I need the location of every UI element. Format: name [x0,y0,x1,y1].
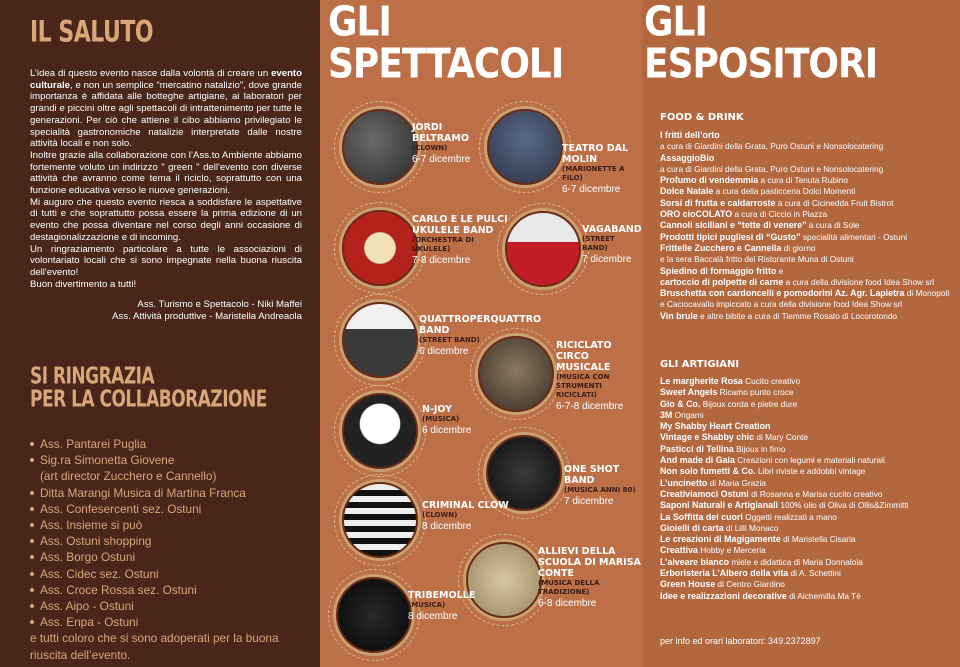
event-teatro-dal-molin [562,143,642,196]
espositori-column [642,0,960,667]
list-item: Le creazioni di Magigamente di Maristella Cisaria [660,534,856,545]
event-genre: (ORCHESTRA DI UKULELE) [412,236,474,253]
ringrazia-title: SI RINGRAZIA PER LA COLLABORAZIONE [30,363,267,414]
event-name: VAGABAND [582,224,642,235]
event-date: 6-7 dicembre [562,184,621,195]
list-item: Dolce Natale a cura della pasticceria Dolci Momenti [660,186,856,197]
signature-1: Ass. Turismo e Spettacolo - Niki Maffei [137,299,302,311]
event-allievi-marisa-conte [538,546,642,610]
list-item: ORO cioCOLATO a cura di Ciccio in Piazza [660,209,828,220]
spettacoli-title: GLI SPETTACOLI [328,0,564,88]
list-item: Ditta Marangi Musica di Martina Franca [30,485,314,501]
list-item: Ass. Croce Rossa sez. Ostuni [30,582,314,598]
event-one-shot-band [564,464,642,508]
list-item: Ass. Enpa - Ostuni [30,614,314,630]
saluto-paragraph-2: Inoltre grazie alla collaborazione con l’Ass.to Ambiente abbiamo fortemente voluto un indirizzo " green " dell'evento con diverse attività che avranno come tema il riciclo, soprattutto con una funzione educativa verso le nuove generazioni. [30,149,302,197]
list-item: Pasticci di Tellina Bijoux in fimo [660,443,786,454]
list-item: L’alveare bianco miele e didattica di Maria Donnaloia [660,556,863,567]
list-item: 3M Origami [660,409,704,420]
saluto-column [0,0,320,667]
ringrazia-closing-1: e tutti coloro che si sono adoperati per la buona [30,631,279,646]
event-date: 6 dicembre [419,346,469,357]
event-genre: (MUSICA ANNI 80) [564,486,636,494]
info-line: per info ed orari laboratori: 349.2372897 [660,636,821,646]
artigiani-title: GLI ARTIGIANI [660,359,740,370]
list-item: Vin brule e altre bibite a cura di Tiemme Rosato di Locorotondo [660,310,898,321]
list-item: Ass. Aipo - Ostuni [30,598,314,614]
list-item: Green House di Centro Giardino [660,579,785,590]
event-vagaband [582,224,642,266]
event-date: 7 dicembre [564,496,614,507]
event-photo [336,577,412,653]
event-genre: (CLOWN) [412,144,448,152]
event-genre: (CLOWN) [422,511,458,519]
saluto-text [30,68,302,323]
event-genre: (MARIONETTE A FILO) [562,165,625,182]
event-genre: (STREET BAND) [419,336,480,344]
event-date: 6-7-8 dicembre [556,401,624,412]
event-name: ONE SHOT BAND [564,464,620,486]
list-item: e la sera Baccalà fritto del Ristorante Muna di Ostuni [660,254,854,265]
event-genre: (STREET BAND) [582,235,615,252]
event-riciclato-circo [556,340,642,413]
list-item: Ass. Borgo Ostuni [30,549,314,565]
event-name: N-JOY [422,404,453,415]
list-item: Ass. Insieme si può [30,517,314,533]
event-name: TEATRO DAL MOLIN [562,143,629,165]
event-date: 6 dicembre [422,425,472,436]
event-photo [478,336,554,412]
list-item: Gio & Co. Bijoux corda e pietre dure [660,398,798,409]
list-item: a cura di Giardini della Grata, Puro Ostuni e Nonsolocatering [660,163,884,174]
event-name: JORDI BELTRAMO [412,122,469,144]
event-name: RICICLATO CIRCO MUSICALE [556,340,612,373]
saluto-title: IL SALUTO [30,16,154,50]
list-item: Profumo di vendemmia a cura di Tenuta Rubino [660,175,848,186]
event-genre: (MUSICA CON STRUMENTI RICICLATI) [556,373,610,399]
list-item: Saponi Naturali e Artigianali 100% olio di Oliva di Ollis&Zimmitti [660,500,909,511]
event-photo [342,210,418,286]
list-item: Le margherite Rosa Cucito creativo [660,376,801,386]
list-item: La Soffitta dei cuori Oggetti realizzati a mano [660,511,837,522]
list-item: cartoccio di polpette di carne a cura della divisione food Idea Show srl [660,276,935,287]
event-tribemolle [408,590,488,623]
event-genre: (MUSICA DELLA TRADIZIONE) [538,579,600,596]
event-genre: (MUSICA) [422,415,460,423]
event-name: TRIBEMOLLE [408,590,476,601]
event-date: 7-8 dicembre [412,255,471,266]
list-item: Creattiva Hobby e Merceria [660,545,766,556]
list-item: Cannoli siciliani e “tette di venere” a cura di Sole [660,220,860,231]
list-item: Vintage e Shabby chic di Mary Conte [660,432,808,443]
list-item: a cura di Giardini della Grata, Puro Ostuni e Nonsolocatering [660,141,884,152]
event-name: ALLIEVI DELLA SCUOLA DI MARISA CONTE [538,546,641,579]
list-item: My Shabby Heart Creation [660,421,771,432]
food-title: FOOD & DRINK [660,112,744,123]
event-date: 6-7 dicembre [412,154,471,165]
list-item: Ass. Pantarei Puglia [30,436,314,452]
event-name: CRIMINAL CLOW [422,500,509,511]
list-item: Spiedino di formaggio fritto e [660,265,784,276]
list-item: Erboristeria L’Albero della vita di A. Schettini [660,568,841,579]
event-photo [342,393,418,469]
event-name: QUATTROPERQUATTRO BAND [419,314,542,336]
event-date: 7 dicembre [582,254,632,265]
artigiani-list [660,376,956,602]
saluto-paragraph-3: Mi auguro che questo evento riesca a soddisfare le aspettative di tutti e che soprattutto possa essere la prima edizione di un evento che possa diventare nel corso degli anni occasione di destagionalizzazione e di incoming. [30,196,302,243]
list-item: Sorsi di frutta e caldarroste a cura di Cicinedda Fruit Bistrot [660,197,894,208]
list-item: e Caciocavallo impiccato a cura della divisione food Idea Show srl [660,299,903,310]
event-photo [342,302,418,378]
ringrazia-list [30,436,314,663]
list-item: Ass. Ostuni shopping [30,533,314,549]
list-item: Ass. Cidec sez. Ostuni [30,566,314,582]
list-item: L’uncinetto di Maria Grazia [660,477,766,488]
event-date: 8 dicembre [422,521,472,532]
list-item: Creativiamoci Ostuni di Rosanna e Marisa cucito creativo [660,488,883,499]
event-genre: (MUSICA) [408,601,446,609]
saluto-paragraph-5: Buon divertimento a tutti! [30,278,137,290]
list-item: Sweet Angels Ricamo punto croce [660,387,794,398]
list-item: Non solo fumetti & Co. Libri riviste e addobbi vintage [660,466,866,477]
list-item: Sig.ra Simonetta Giovene [30,452,314,468]
event-carlo-pulci [412,214,508,267]
ringrazia-closing-2: riuscita dell’evento. [30,647,131,662]
event-photo [505,211,581,287]
list-item: Frittelle Zucchero e Cannella di giorno [660,242,816,253]
list-item: Idee e realizzazioni decorative di Alchemilla Ma Tè [660,590,861,601]
food-list [660,130,956,322]
list-item: Ass. Confesercenti sez. Ostuni [30,501,314,517]
event-name: CARLO E LE PULCI UKULELE BAND [412,214,508,236]
list-item: Bruschetta con cardoncelli e pomodorini Az. Agr. Lapietra di Monopoli [660,288,950,299]
espositori-title: GLI ESPOSITORI [644,0,878,88]
saluto-paragraph-1: L’idea di questo evento nasce dalla volontà di creare un evento culturale, e non un semplice “mercatino natalizio”, dove grande importanza è affidata alle botteghe artigiane, ai laboratori per grandi e piccini oltre agli spettacoli di intrattenimento per tutte le generazioni. Per ciò che attiene il cibo abbiamo privilegiato le specialità gastronomiche natalizie interpretate dalle nostre attività locali e non solo. [30,68,302,150]
event-n-joy [422,404,492,437]
event-date: 8 dicembre [408,611,458,622]
spettacoli-column [320,0,642,667]
saluto-paragraph-4: Un ringraziamento particolare a tutte le associazioni di volontariato locali che si sono impegnate nella buona riuscita dell'evento! [30,243,302,278]
event-photo [487,109,563,185]
list-item: (art director Zucchero e Cannello) [40,469,217,484]
list-item: And made di Gaia Creazioni con legumi e materiali naturali [660,455,885,466]
event-photo [342,109,418,185]
list-item: I fritti dell’orto [660,130,720,140]
list-item: AssaggioBio [660,152,715,163]
signature-2: Ass. Attività produttive - Maristella Andreaola [112,311,302,323]
list-item: Gioielli di carta di Lilli Monaco [660,522,779,533]
event-date: 6-8 dicembre [538,598,597,609]
event-criminal-clow [422,500,512,533]
event-photo [342,482,418,558]
list-item: Prodotti tipici pugliesi di “Gusto” specialità alimentari - Ostuni [660,231,908,242]
